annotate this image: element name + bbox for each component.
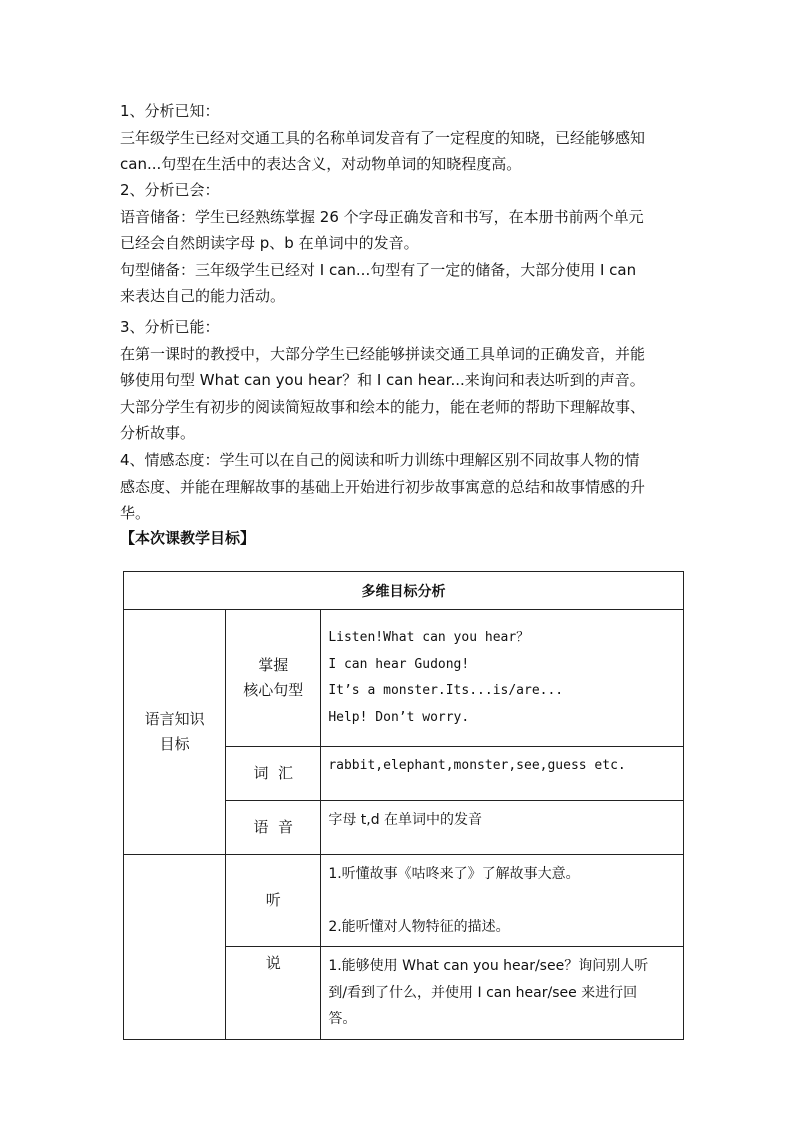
group-language-knowledge [124,610,226,855]
attitude-text-line: 4、情感态度：学生可以在自己的阅读和听力训练中理解区别不同故事人物的情 [120,451,640,469]
analysis-mastered [120,177,680,310]
vocab-content: rabbit,elephant,monster,see,guess etc. [321,747,684,801]
heading-mastered: 2、分析已会： [120,181,220,199]
known-text-line: can...句型在生活中的表达含义，对动物单词的知晓程度高。 [120,155,522,173]
speak-label: 说 [226,947,321,1040]
sentence-reserve-line: 句型储备：三年级学生已经对 I can...句型有了一定的储备，大部分使用 I can [120,260,637,279]
core-sentence-label-l2: 核心句型 [243,681,304,699]
listen-goal-2: 2.能听懂对人物特征的描述。 [328,918,510,935]
core-sentence-content [321,610,684,747]
table-title: 多维目标分析 [124,572,684,610]
sentence-reserve-line: 来表达自己的能力活动。 [120,287,286,305]
core-sentence-line: It’s a monster.Its...is/are... [328,683,564,698]
speak-content [321,947,684,1040]
listen-label: 听 [226,855,321,947]
analysis-able [120,314,680,447]
group-skills [124,855,226,1040]
heading-able: 3、分析已能： [120,318,220,336]
attitude-text-line: 感态度、并能在理解故事的基础上开始进行初步故事寓意的总结和故事情感的升 [120,477,646,496]
listen-goal-1: 1.听懂故事《咕咚来了》了解故事大意。 [328,866,580,882]
phonics-label: 语 音 [226,801,321,855]
able-text-line: 够使用句型 What can you hear？和 I can hear...来询问和表达听到的声音。 [120,371,645,389]
able-text-line: 大部分学生有初步的阅读简短故事和绘本的能力，能在老师的帮助下理解故事、 [120,397,646,416]
known-text-line: 三年级学生已经对交通工具的名称单词发音有了一定程度的知晓，已经能够感知 [120,128,646,147]
attitude-text-line: 华。 [120,504,151,522]
listen-content [321,855,684,947]
section-heading-goals: 【本次课教学目标】 [120,529,256,547]
speak-goal-line: 到/看到了什么，并使用 I can hear/see 来进行回 [328,984,638,1001]
core-sentence-line: Listen!What can you hear？ [328,630,530,645]
core-sentence-label [226,610,321,747]
core-sentence-label-l1: 掌握 [258,656,289,674]
phonics-reserve-line: 语音储备：学生已经熟练掌握 26 个字母正确发音和书写，在本册书前两个单元 [120,207,644,226]
core-sentence-line: Help! Don’t worry. [328,709,470,725]
speak-goal-line: 答。 [328,1011,357,1027]
speak-goal-line: 1.能够使用 What can you hear/see？询问别人听 [328,958,649,974]
able-text-line: 在第一课时的教授中，大部分学生已经能够拼读交通工具单词的正确发音，并能 [120,344,646,363]
analysis-attitude [120,447,680,527]
heading-known: 1、分析已知： [120,102,220,120]
group-language-knowledge-label: 语言知识目标 [144,710,205,753]
phonics-reserve-line: 已经会自然朗读字母 p、b 在单词中的发音。 [120,234,419,252]
goals-table [123,571,684,1040]
analysis-known [120,98,680,178]
vocab-label: 词 汇 [226,747,321,801]
core-sentence-line: I can hear Gudong! [328,656,470,672]
phonics-content: 字母 t,d 在单词中的发音 [321,801,684,855]
able-text-line: 分析故事。 [120,424,196,442]
